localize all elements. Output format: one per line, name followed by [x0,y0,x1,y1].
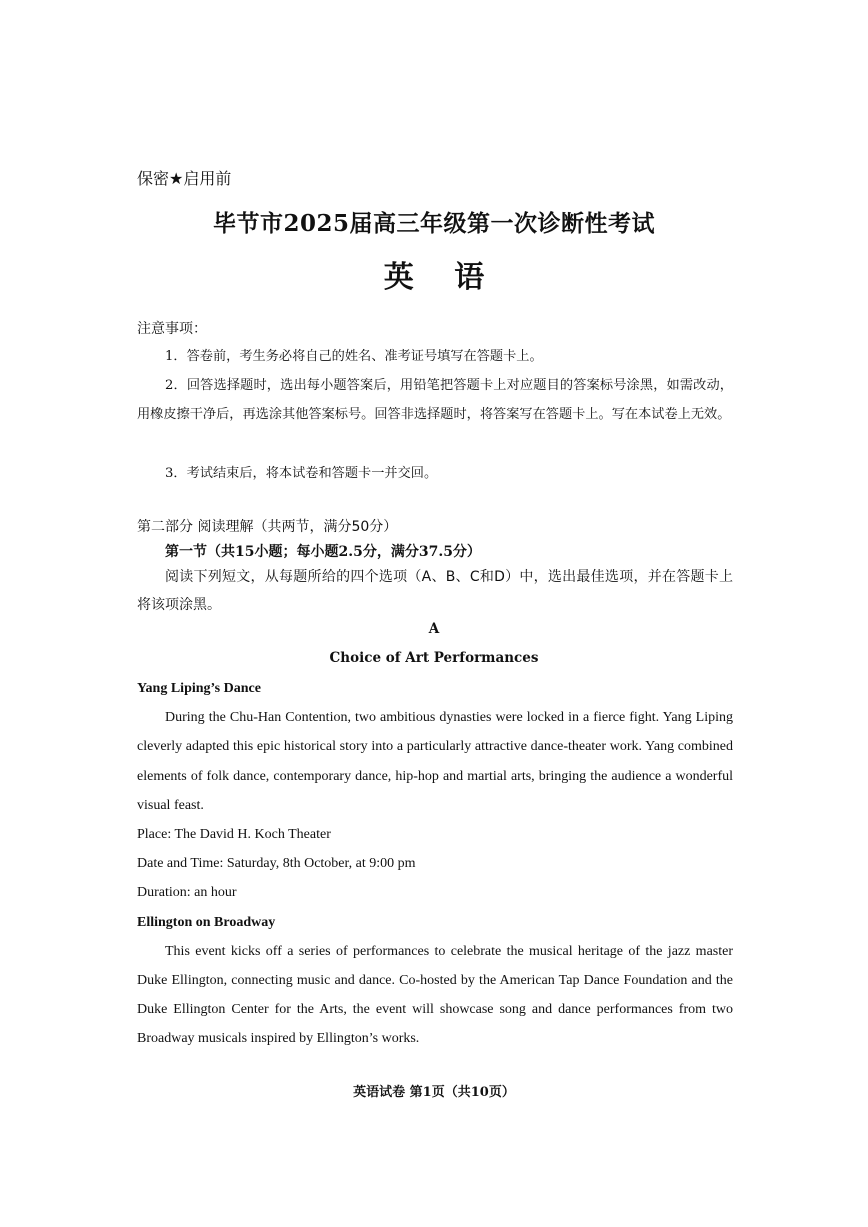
note-item-3: 3．考试结束后，将本试卷和答题卡一并交回。 [165,466,438,481]
note-item-1: 1．答卷前，考生务必将自己的姓名、准考证号填写在答题卡上。 [165,349,543,364]
event-1-duration: Duration: an hour [137,885,237,901]
event-1-time: Date and Time: Saturday, 8th October, at 9:00 pm [137,856,416,872]
notes-heading: 注意事项： [137,321,207,337]
part2-heading: 第二部分 阅读理解（共两节，满分50分） [137,519,398,535]
subject-title: 英 语 [383,260,485,295]
event-2-body: This event kicks off a series of performances to celebrate the musical heritage of the jazz master Duke Ellington, connecting music and dance. Co-hosted by the American Tap Dance Foundation and the Duke Ellington Center for the Arts, the event will showcase song and dance performances from two Broadway musicals inspired by Ellington’s works. [137,943,733,1047]
page-footer: 英语试卷 第1页（共10页） [353,1085,515,1100]
event-2-name: Ellington on Broadway [137,914,276,930]
confidential-label: 保密★启用前 [137,169,232,188]
exam-title: 毕节市2025届高三年级第一次诊断性考试 [212,210,655,237]
event-1-name: Yang Liping’s Dance [137,681,261,696]
passage-title: Choice of Art Performances [329,650,539,666]
passage-label: A [428,621,440,637]
passage-body [137,674,733,1054]
event-1-body: During the Chu-Han Contention, two ambitious dynasties were locked in a fierce fight. Yang Liping cleverly adapted this epic historical story into a particularly attractive dance-theater work. Yang combined elements of folk dance, contemporary dance, hip-hop and martial arts, bringing the audience a wonderful visual feast. [137,710,733,813]
reading-instruction: 阅读下列短文，从每题所给的四个选项（A、B、C和D）中，选出最佳选项，并在答题卡上将该项涂黑。 [137,569,733,613]
event-1-place: Place: The David H. Koch Theater [137,827,331,843]
section1-heading: 第一节（共15小题；每小题2.5分，满分37.5分） [165,544,481,560]
note-item-2: 2．回答选择题时，选出每小题答案后，用铅笔把答题卡上对应题目的答案标号涂黑，如需改动，用橡皮擦干净后，再选涂其他答案标号。回答非选择题时，将答案写在答题卡上。写在本试卷上无效。 [137,378,733,422]
